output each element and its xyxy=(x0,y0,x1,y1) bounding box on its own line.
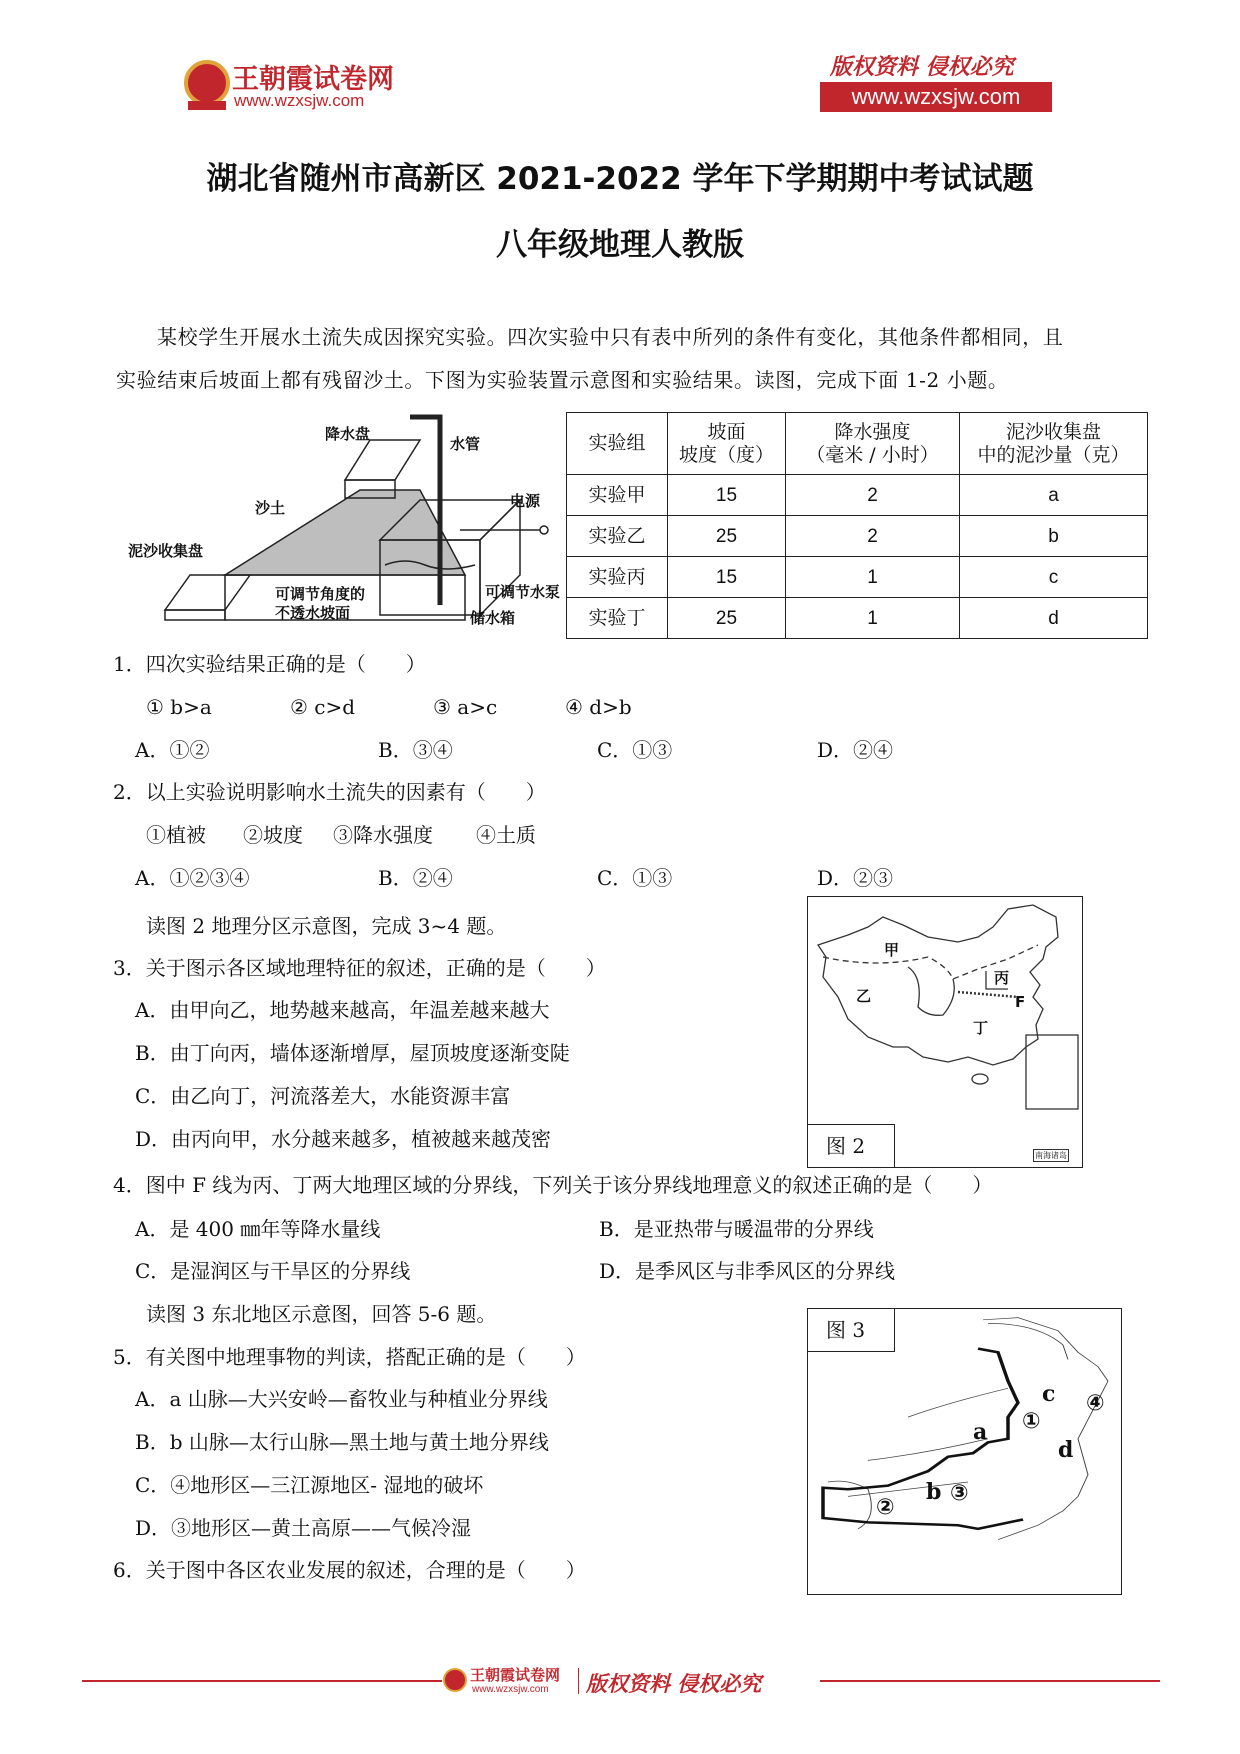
table-row xyxy=(567,516,1148,557)
footer-line-left xyxy=(82,1680,442,1682)
q5-option-d[interactable]: D．③地形区—黄土高原——气候冷湿 xyxy=(135,1516,472,1540)
q1-option-d[interactable]: D．②④ xyxy=(817,738,894,762)
label-soil: 沙土 xyxy=(255,499,286,517)
q1-option-b[interactable]: B．③④ xyxy=(378,738,453,762)
q1-item: ④ d>b xyxy=(565,695,632,719)
map3-label-c: c xyxy=(1042,1381,1056,1407)
map3-label-3: ③ xyxy=(950,1481,969,1506)
table-cell: 实验甲 xyxy=(567,475,668,516)
label-tank: 储水箱 xyxy=(470,609,516,627)
map2-inset-label: 南海诸岛 xyxy=(1035,1151,1067,1160)
table-cell: 1 xyxy=(786,557,960,598)
q5-option-c[interactable]: C．④地形区—三江源地区- 湿地的破坏 xyxy=(135,1473,484,1497)
q3-option-b[interactable]: B．由丁向丙，墙体逐渐增厚，屋顶坡度逐渐变陡 xyxy=(135,1041,570,1065)
footer-divider xyxy=(578,1668,579,1694)
table-cell: 15 xyxy=(668,557,786,598)
map3-label-2: ② xyxy=(876,1495,895,1520)
q1-option-c[interactable]: C．①③ xyxy=(597,738,673,762)
site-logo xyxy=(184,55,404,115)
label-slope: 可调节角度的 xyxy=(275,585,366,603)
label-pipe: 水管 xyxy=(450,435,481,453)
intro-line-1: 某校学生开展水土流失成因探究实验。四次实验中只有表中所列的条件有变化，其他条件都相同，且 xyxy=(157,325,1064,349)
experiment-diagram xyxy=(120,405,565,640)
figure-2-china-map xyxy=(807,896,1083,1168)
table-cell: 15 xyxy=(668,475,786,516)
table-cell: a xyxy=(960,475,1148,516)
table-cell: d xyxy=(960,598,1148,639)
table-cell: 25 xyxy=(668,516,786,557)
label-power: 电源 xyxy=(510,492,541,510)
q2-option-c[interactable]: C．①③ xyxy=(597,866,673,890)
table-header: 泥沙收集盘 中的泥沙量（克） xyxy=(960,413,1148,475)
q1-stem: 1．四次实验结果正确的是（ ） xyxy=(113,652,426,676)
label-rain-tray: 降水盘 xyxy=(325,425,371,443)
q3-option-a[interactable]: A．由甲向乙，地势越来越高，年温差越来越大 xyxy=(135,998,550,1022)
footer-copyright: 版权资料 侵权必究 xyxy=(586,1671,762,1696)
q5-option-b[interactable]: B．b 山脉—太行山脉—黑土地与黄土地分界线 xyxy=(135,1430,549,1454)
q4-stem: 4．图中 F 线为丙、丁两大地理区域的分界线，下列关于该分界线地理意义的叙述正确的是（ ） xyxy=(113,1173,993,1197)
map3-label-1: ① xyxy=(1022,1409,1041,1434)
map2-label-jia: 甲 xyxy=(884,941,900,959)
q2-item: ①植被 xyxy=(146,823,206,847)
q5-option-a[interactable]: A．a 山脉—大兴安岭—畜牧业与种植业分界线 xyxy=(135,1387,548,1411)
q2-option-b[interactable]: B．②④ xyxy=(378,866,453,890)
table-cell: 1 xyxy=(786,598,960,639)
map2-label-yi: 乙 xyxy=(856,987,872,1005)
q4-option-b[interactable]: B．是亚热带与暖温带的分界线 xyxy=(599,1217,874,1241)
table-cell: 实验丁 xyxy=(567,598,668,639)
table-cell: 25 xyxy=(668,598,786,639)
table-header-row xyxy=(567,413,1148,475)
q3-option-d[interactable]: D．由丙向甲，水分越来越多，植被越来越茂密 xyxy=(135,1127,552,1151)
q2-option-d[interactable]: D．②③ xyxy=(817,866,894,890)
q5-stem: 5．有关图中地理事物的判读，搭配正确的是（ ） xyxy=(113,1345,586,1369)
table-row xyxy=(567,557,1148,598)
map2-label-f: F xyxy=(1015,993,1026,1011)
copyright-notice: 版权资料 侵权必究 xyxy=(830,54,1014,80)
table-header: 实验组 xyxy=(567,413,668,475)
table-cell: 2 xyxy=(786,475,960,516)
q1-option-a[interactable]: A．①② xyxy=(135,738,210,762)
table-cell: 实验乙 xyxy=(567,516,668,557)
q1-item: ② c>d xyxy=(290,695,356,719)
q3-option-c[interactable]: C．由乙向丁，河流落差大，水能资源丰富 xyxy=(135,1084,511,1108)
label-pump: 可调节水泵 xyxy=(485,583,561,601)
q1-item: ① b>a xyxy=(146,695,212,719)
page-subtitle: 八年级地理人教版 xyxy=(496,227,744,263)
q2-item: ④土质 xyxy=(476,823,536,847)
map3-label-a: a xyxy=(973,1419,988,1445)
q2-item: ②坡度 xyxy=(243,823,303,847)
footer-line-right xyxy=(820,1680,1160,1682)
table-cell: b xyxy=(960,516,1148,557)
map3-label-4: ④ xyxy=(1086,1391,1105,1416)
q1-item: ③ a>c xyxy=(433,695,498,719)
figure-2-caption: 图 2 xyxy=(807,1124,895,1168)
q4-option-a[interactable]: A．是 400 ㎜年等降水量线 xyxy=(135,1217,381,1241)
logo-emblem-icon xyxy=(184,55,230,113)
table-row xyxy=(567,475,1148,516)
q2-stem: 2．以上实验说明影响水土流失的因素有（ ） xyxy=(113,780,546,804)
q2-item: ③降水强度 xyxy=(333,823,433,847)
map3-label-b: b xyxy=(926,1479,942,1505)
q4-option-c[interactable]: C．是湿润区与干旱区的分界线 xyxy=(135,1259,411,1283)
footer-logo-icon xyxy=(442,1666,468,1696)
map3-label-d: d xyxy=(1058,1437,1074,1463)
logo-url[interactable]: www.wzxsjw.com xyxy=(234,91,365,110)
table-cell: c xyxy=(960,557,1148,598)
q4-option-d[interactable]: D．是季风区与非季风区的分界线 xyxy=(599,1259,896,1283)
figure-3-northeast-map xyxy=(807,1308,1122,1595)
q3-stem: 3．关于图示各区域地理特征的叙述，正确的是（ ） xyxy=(113,956,606,980)
logo-name: 王朝霞试卷网 xyxy=(232,64,394,95)
figure-3-caption: 图 3 xyxy=(807,1308,895,1352)
label-slope-2: 不透水坡面 xyxy=(275,604,351,622)
map2-label-ding: 丁 xyxy=(973,1019,989,1037)
table-row xyxy=(567,598,1148,639)
experiment-table xyxy=(566,412,1148,639)
footer-logo-name: 王朝霞试卷网 xyxy=(470,1666,561,1684)
table-cell: 2 xyxy=(786,516,960,557)
footer-logo-url[interactable]: www.wzxsjw.com xyxy=(472,1684,549,1695)
page-title: 湖北省随州市高新区 2021-2022 学年下学期期中考试试题 xyxy=(206,161,1034,197)
q6-stem: 6．关于图中各区农业发展的叙述，合理的是（ ） xyxy=(113,1558,586,1582)
banner-url[interactable]: www.wzxsjw.com xyxy=(820,82,1052,112)
intro-line-2: 实验结束后坡面上都有残留沙土。下图为实验装置示意图和实验结果。读图，完成下面 1-2 小题。 xyxy=(116,368,1009,392)
q2-option-a[interactable]: A．①②③④ xyxy=(135,866,250,890)
table-cell: 实验丙 xyxy=(567,557,668,598)
map2-label-bing: 丙 xyxy=(994,969,1010,987)
read-figure-2: 读图 2 地理分区示意图，完成 3~4 题。 xyxy=(146,914,507,938)
table-header: 降水强度 （毫米 / 小时） xyxy=(786,413,960,475)
label-collector: 泥沙收集盘 xyxy=(128,542,204,560)
table-header: 坡面 坡度（度） xyxy=(668,413,786,475)
read-figure-3: 读图 3 东北地区示意图，回答 5-6 题。 xyxy=(146,1302,497,1326)
